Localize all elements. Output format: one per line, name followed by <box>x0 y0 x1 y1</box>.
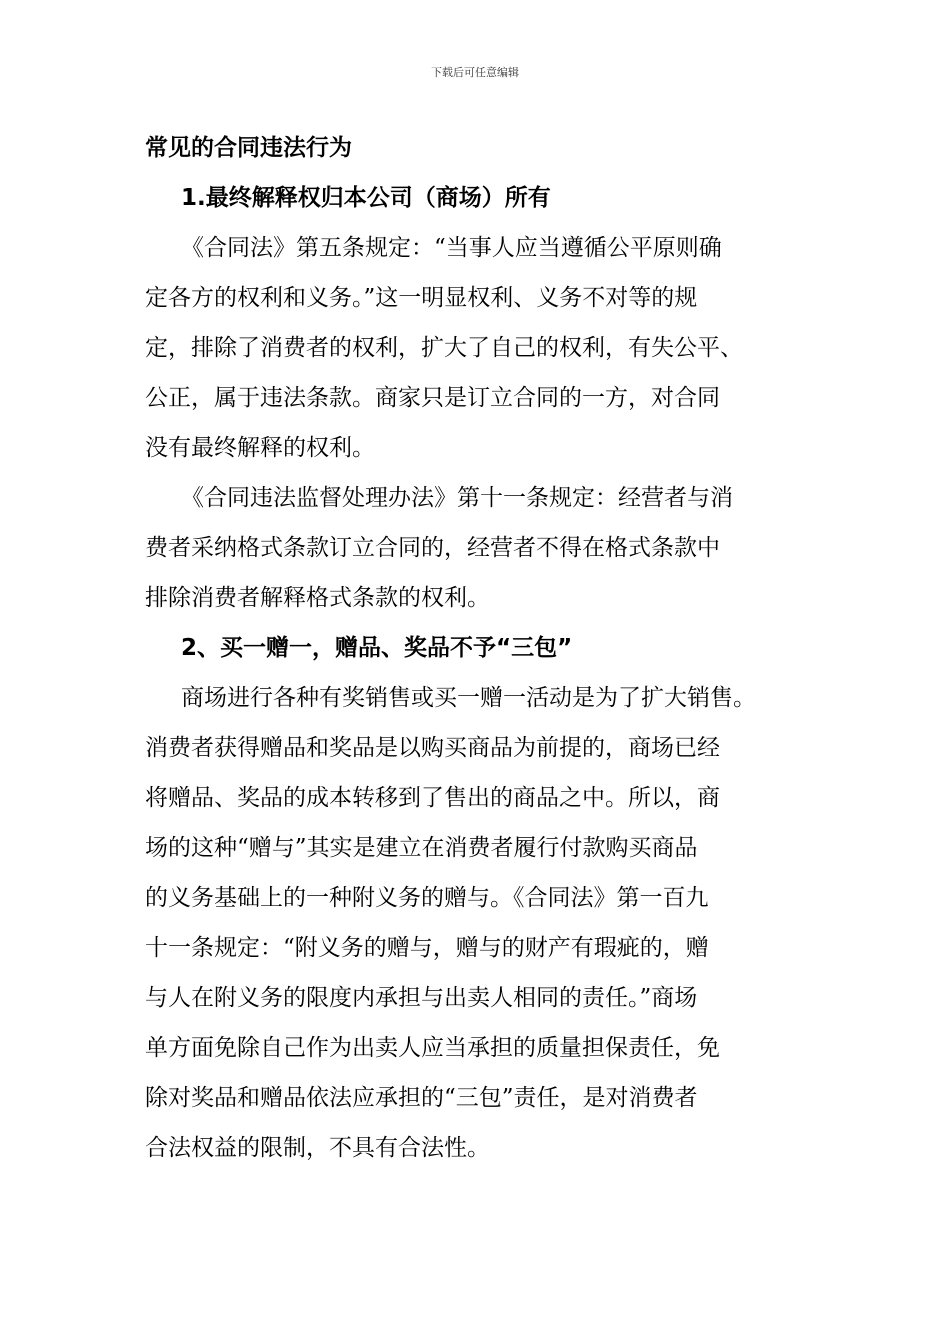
document-body <box>145 130 825 1180</box>
paragraph-line: 单方面免除自己作为出卖人应当承担的质量担保责任，免 <box>145 1035 720 1061</box>
paragraph-line: 与人在附义务的限度内承担与出卖人相同的责任。”商场 <box>145 985 698 1011</box>
paragraph-line: 《合同法》第五条规定：“当事人应当遵循公平原则确 <box>181 235 722 261</box>
paragraph-line: 定，排除了消费者的权利，扩大了自己的权利，有失公平、 <box>145 335 743 361</box>
paragraph-line: 商场进行各种有奖销售或买一赠一活动是为了扩大销售。 <box>181 685 756 711</box>
paragraph-line: 没有最终解释的权利。 <box>145 435 375 461</box>
document-title: 常见的合同违法行为 <box>145 135 352 161</box>
paragraph-line: 十一条规定：“附义务的赠与，赠与的财产有瑕疵的，赠 <box>145 935 709 961</box>
paragraph-line: 费者采纳格式条款订立合同的，经营者不得在格式条款中 <box>145 535 720 561</box>
paragraph-line: 定各方的权利和义务。”这一明显权利、义务不对等的规 <box>145 285 698 311</box>
paragraph-line: 排除消费者解释格式条款的权利。 <box>145 585 490 611</box>
header-note: 下载后可任意编辑 <box>431 66 519 79</box>
paragraph-line: 的义务基础上的一种附义务的赠与。《合同法》第一百九 <box>145 885 709 911</box>
section-heading-2: 2、买一赠一，赠品、奖品不予“三包” <box>181 635 573 661</box>
paragraph-line: 公正，属于违法条款。商家只是订立合同的一方，对合同 <box>145 385 720 411</box>
paragraph-line: 合法权益的限制，不具有合法性。 <box>145 1135 490 1161</box>
section-heading-1: 1.最终解释权归本公司（商场）所有 <box>181 185 551 211</box>
paragraph-line: 《合同违法监督处理办法》第十一条规定：经营者与消 <box>181 485 733 511</box>
paragraph-line: 场的这种“赠与”其实是建立在消费者履行付款购买商品 <box>145 835 698 861</box>
paragraph-line: 消费者获得赠品和奖品是以购买商品为前提的，商场已经 <box>145 735 720 761</box>
paragraph-line: 将赠品、奖品的成本转移到了售出的商品之中。所以，商 <box>145 785 720 811</box>
paragraph-line: 除对奖品和赠品依法应承担的“三包”责任，是对消费者 <box>145 1085 698 1111</box>
